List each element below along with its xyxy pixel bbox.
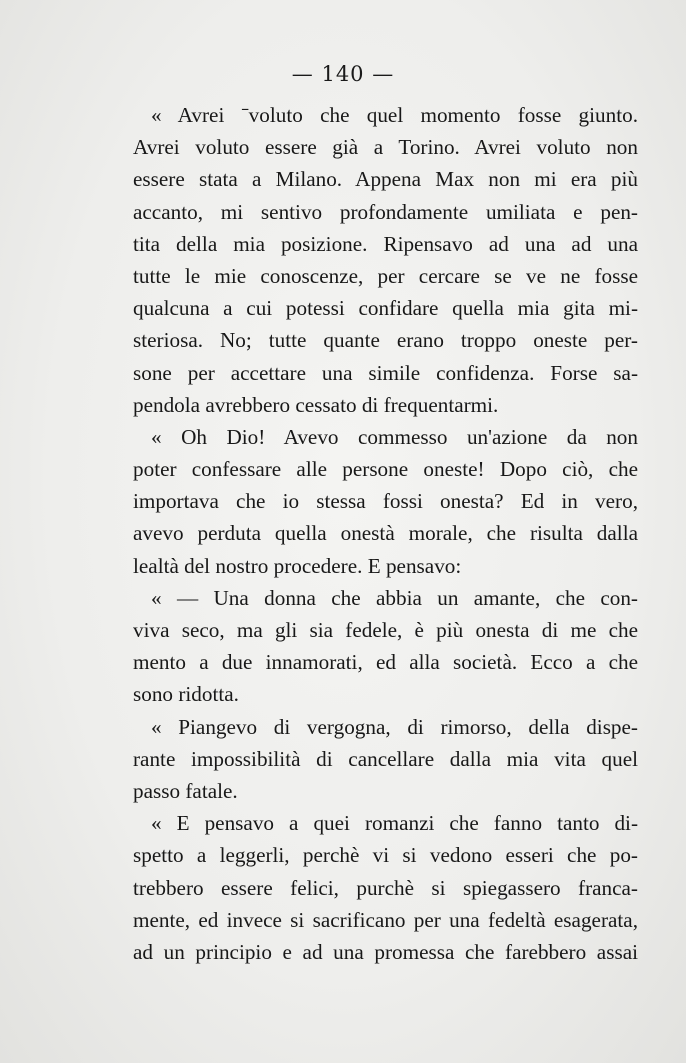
paragraph [133,99,638,421]
text-line: rante impossibilità di cancellare dalla mia vita quel [133,746,638,771]
text-line: « Piangevo di vergogna, di rimorso, della dispe- [151,714,638,739]
text-line: « — Una donna che abbia un amante, che con- [151,585,638,610]
text-line: tutte le mie conoscenze, per cercare se ve ne fosse [133,263,638,288]
text-line: spetto a leggerli, perchè vi si vedono esseri che po- [133,843,638,868]
paragraph [133,711,638,808]
text-line: mento a due innamorati, ed alla società. Ecco a che [133,650,638,675]
body-text [133,99,638,968]
text-line: avevo perduta quella onestà morale, che risulta dalla [133,521,638,546]
text-line: tita della mia posizione. Ripensavo ad una ad una [133,231,638,256]
text-line: accanto, mi sentivo profondamente umiliata e pen- [133,199,638,224]
paragraph [133,807,638,968]
text-line: trebbero essere felici, purchè si spiegassero franca- [133,875,638,900]
text-line: pendola avrebbero cessato di frequentarmi. [133,392,499,417]
paragraph [133,421,638,582]
text-line: lealtà del nostro procedere. E pensavo: [133,553,462,578]
text-line: viva seco, ma gli sia fedele, è più onesta di me che [133,618,638,642]
text-line: essere stata a Milano. Appena Max non mi era più [133,167,638,192]
text-line: « E pensavo a quei romanzi che fanno tanto di- [151,811,638,836]
text-line: importava che io stessa fossi onesta? Ed in vero, [133,489,638,514]
paragraph [133,582,638,711]
text-line: passo fatale. [133,778,238,803]
page-number: — 140 — [291,62,395,86]
text-line: steriosa. No; tutte quante erano troppo oneste per- [133,328,638,353]
text-line: ad un principio e ad una promessa che farebbero assai [133,939,638,964]
text-line: « Oh Dio! Avevo commesso un'azione da non [151,424,638,449]
text-line: « Avrei ˉvoluto che quel momento fosse giunto. [151,103,638,127]
text-line: qualcuna a cui potessi confidare quella mia gita mi- [133,296,638,321]
text-line: sono ridotta. [133,682,239,707]
text-line: poter confessare alle persone oneste! Dopo ciò, che [133,457,638,482]
text-line: Avrei voluto essere già a Torino. Avrei voluto non [133,135,638,160]
text-line: mente, ed invece si sacrificano per una fedeltà esagerata, [133,907,638,932]
text-line: sone per accettare una simile confidenza. Forse sa- [133,360,638,385]
